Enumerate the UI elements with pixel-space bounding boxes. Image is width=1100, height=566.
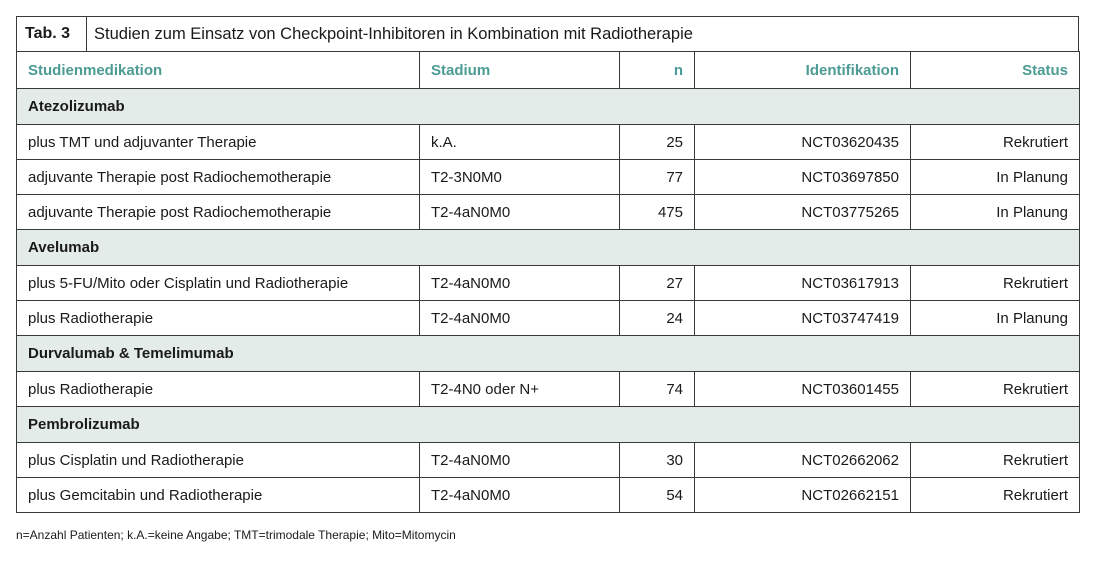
table-row <box>17 266 1080 301</box>
header-studienmedikation: Studienmedikation <box>17 52 420 89</box>
header-status: Status <box>911 52 1080 89</box>
group-row <box>17 230 1080 266</box>
cell-status: In Planung <box>911 195 1080 230</box>
cell-medication: adjuvante Therapie post Radiochemotherapie <box>17 195 420 230</box>
group-row <box>17 89 1080 125</box>
header-identifikation: Identifikation <box>695 52 911 89</box>
group-name: Pembrolizumab <box>17 407 1080 443</box>
table-row <box>17 195 1080 230</box>
group-row <box>17 407 1080 443</box>
cell-medication: plus Radiotherapie <box>17 301 420 336</box>
cell-medication: adjuvante Therapie post Radiochemotherapie <box>17 160 420 195</box>
cell-n: 24 <box>620 301 695 336</box>
cell-medication: plus Radiotherapie <box>17 372 420 407</box>
table-body <box>17 89 1080 513</box>
cell-identifikation: NCT03747419 <box>695 301 911 336</box>
cell-status: Rekrutiert <box>911 478 1080 513</box>
cell-n: 475 <box>620 195 695 230</box>
table-row <box>17 478 1080 513</box>
study-table <box>16 16 1079 513</box>
header-stadium: Stadium <box>420 52 620 89</box>
cell-identifikation: NCT03620435 <box>695 125 911 160</box>
cell-identifikation: NCT03617913 <box>695 266 911 301</box>
cell-identifikation: NCT03697850 <box>695 160 911 195</box>
table-row <box>17 301 1080 336</box>
cell-stadium: T2-4aN0M0 <box>420 266 620 301</box>
cell-status: In Planung <box>911 160 1080 195</box>
table-row <box>17 443 1080 478</box>
group-name: Atezolizumab <box>17 89 1080 125</box>
cell-medication: plus Gemcitabin und Radiotherapie <box>17 478 420 513</box>
table-caption <box>16 16 1079 51</box>
cell-identifikation: NCT02662062 <box>695 443 911 478</box>
cell-stadium: T2-4aN0M0 <box>420 301 620 336</box>
cell-n: 54 <box>620 478 695 513</box>
table-row <box>17 372 1080 407</box>
cell-medication: plus 5-FU/Mito oder Cisplatin und Radiotherapie <box>17 266 420 301</box>
group-row <box>17 336 1080 372</box>
cell-n: 77 <box>620 160 695 195</box>
cell-n: 27 <box>620 266 695 301</box>
group-name: Avelumab <box>17 230 1080 266</box>
header-n: n <box>620 52 695 89</box>
cell-status: Rekrutiert <box>911 125 1080 160</box>
cell-stadium: T2-4aN0M0 <box>420 478 620 513</box>
cell-identifikation: NCT03775265 <box>695 195 911 230</box>
cell-stadium: T2-4aN0M0 <box>420 443 620 478</box>
cell-stadium: T2-4N0 oder N+ <box>420 372 620 407</box>
cell-medication: plus Cisplatin und Radiotherapie <box>17 443 420 478</box>
cell-status: Rekrutiert <box>911 443 1080 478</box>
cell-identifikation: NCT02662151 <box>695 478 911 513</box>
data-table <box>16 51 1080 513</box>
cell-n: 74 <box>620 372 695 407</box>
cell-stadium: T2-4aN0M0 <box>420 195 620 230</box>
group-name: Durvalumab & Temelimumab <box>17 336 1080 372</box>
cell-n: 30 <box>620 443 695 478</box>
cell-stadium: k.A. <box>420 125 620 160</box>
table-label: Tab. 3 <box>17 17 87 51</box>
cell-status: In Planung <box>911 301 1080 336</box>
cell-medication: plus TMT und adjuvanter Therapie <box>17 125 420 160</box>
table-footnote: n=Anzahl Patienten; k.A.=keine Angabe; TMT=trimodale Therapie; Mito=Mitomycin <box>16 528 456 542</box>
cell-stadium: T2-3N0M0 <box>420 160 620 195</box>
table-row <box>17 160 1080 195</box>
cell-status: Rekrutiert <box>911 266 1080 301</box>
table-title: Studien zum Einsatz von Checkpoint-Inhibitoren in Kombination mit Radiotherapie <box>94 24 693 43</box>
table-header <box>17 52 1080 89</box>
table-row <box>17 125 1080 160</box>
cell-identifikation: NCT03601455 <box>695 372 911 407</box>
cell-status: Rekrutiert <box>911 372 1080 407</box>
cell-n: 25 <box>620 125 695 160</box>
